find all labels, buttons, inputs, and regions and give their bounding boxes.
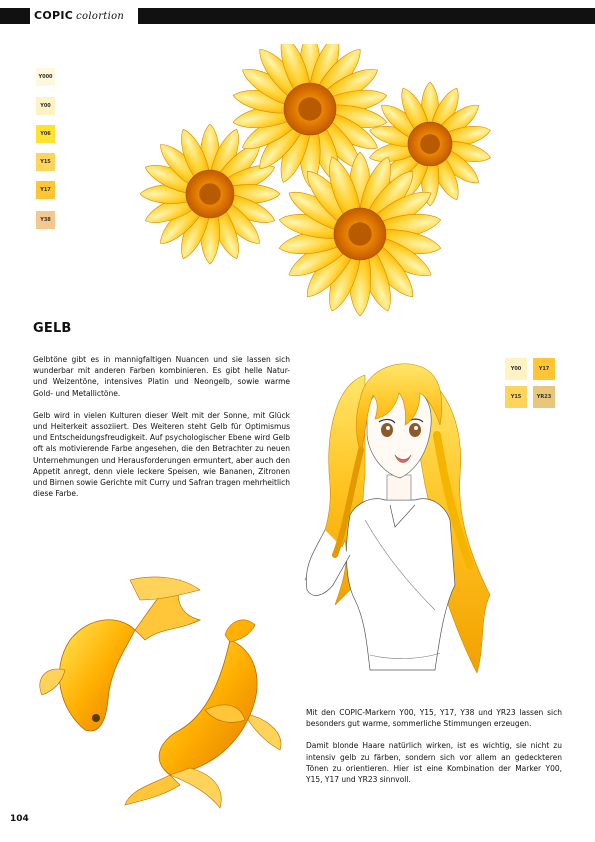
golden-koi-illustration xyxy=(30,570,300,810)
section-body xyxy=(33,354,290,510)
color-swatch-y38: Y38 xyxy=(36,211,55,229)
section-paragraph-2: Gelb wird in vielen Kulturen dieser Welt mit der Sonne, mit Glück und Heiterkeit assoziiert. Des Weiteren steht Gelb für Optimismus und Entscheidungsfreudigkeit. Auf psychologischer Ebene wird Gelb oft als motivierende Farbe angesehen, die den Betrachter zu neuen Unternehmungen und Herausforderungen ermuntert, aber auch den Appetit anregt, denn viele leckere Speisen, wie Bananen, Zitronen und Birnen sowie Gerichte mit Curry und Safran tragen mehrheitlich diese Farbe. xyxy=(33,410,291,499)
hair-swatch-y17: Y17 xyxy=(533,358,555,380)
caption xyxy=(306,707,562,796)
hair-swatch-y00: Y00 xyxy=(505,358,527,380)
color-swatch-y06: Y06 xyxy=(36,125,55,143)
page-number: 104 xyxy=(10,814,29,824)
color-swatch-y15: Y15 xyxy=(36,153,55,171)
header-brand: COPIC xyxy=(34,9,74,22)
header-script: colortion xyxy=(76,11,125,22)
header-bar-left xyxy=(0,8,30,24)
flower-center-inner xyxy=(420,134,440,154)
yellow-flowers-illustration xyxy=(140,44,500,344)
color-swatch-y000: Y000 xyxy=(36,68,55,86)
header-title xyxy=(34,8,124,24)
hair-swatch-yr23: YR23 xyxy=(533,386,555,408)
flower-center-inner xyxy=(298,97,321,120)
color-swatch-y00: Y00 xyxy=(36,97,55,115)
hair-swatch-y15: Y15 xyxy=(505,386,527,408)
header-bar-right xyxy=(138,8,595,24)
header-bar xyxy=(0,8,595,24)
caption-paragraph-1: Mit den COPIC-Markern Y00, Y15, Y17, Y38 und YR23 lassen sich besonders gut warme, sommerliche Stimmungen erzeugen. xyxy=(306,708,562,729)
flower-center-inner xyxy=(348,222,371,245)
section-paragraph-1: Gelbtöne gibt es in mannigfaltigen Nuancen und sie lassen sich wunderbar mit anderen Farben kombinieren. Es gibt helle Natur- und Weizentöne, intensives Platin und Neongelb, sowie warme Gold- und Metallictöne. xyxy=(33,355,290,398)
blonde-girl-illustration xyxy=(295,355,495,680)
section-title: GELB xyxy=(33,321,72,336)
color-swatch-y17: Y17 xyxy=(36,181,55,199)
caption-paragraph-2: Damit blonde Haare natürlich wirken, ist es wichtig, sie nicht zu intensiv gelb zu färben, sondern sich vor allem an gedeckteren Tönen zu orientieren. Hier ist eine Kombination der Marker Y00, Y15, Y17 und YR23 sinnvoll. xyxy=(306,741,562,785)
flower-center-inner xyxy=(199,183,221,205)
